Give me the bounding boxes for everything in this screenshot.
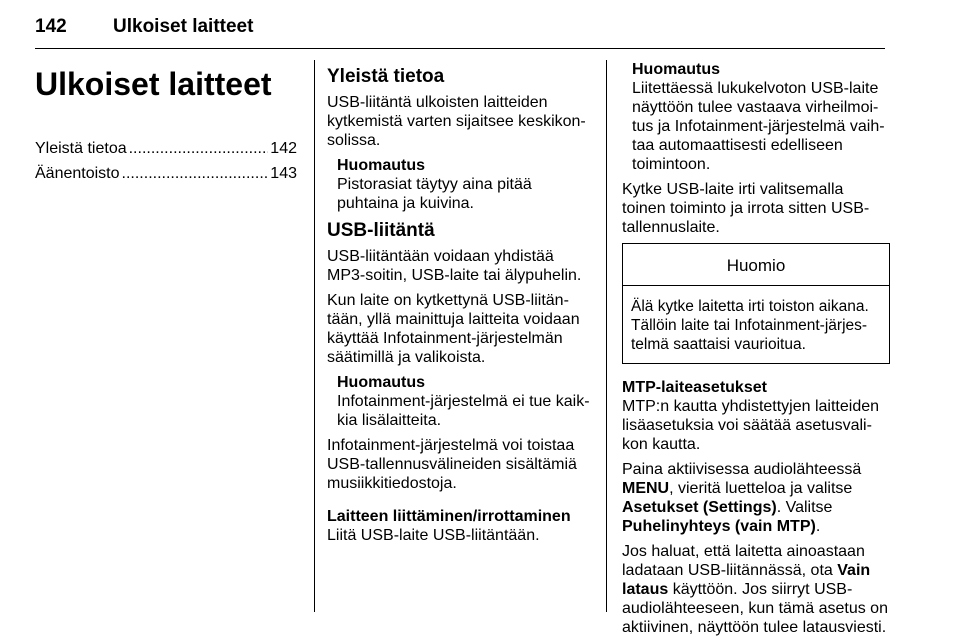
toc-leader — [129, 139, 269, 158]
page-header — [35, 0, 885, 49]
note-title: Huomautus — [632, 61, 720, 78]
note-box — [337, 373, 595, 430]
paragraph-charge: Jos haluat, että laitetta ainoastaan ladataan USB-liitännässä, ota Vain lataus käyttöön. Jos siirryt USB-audiolähteeseen, kun tämä asetus on aktiivinen, näyttöön tulee latausviesti. — [622, 543, 888, 636]
toc-page: 142 — [270, 140, 297, 157]
toc-entry[interactable] — [35, 164, 297, 183]
note-box — [337, 156, 595, 213]
toc-label: Yleistä tietoa — [35, 140, 127, 157]
warning-text: Älä kytke laitetta irti toiston aikana. Tällöin laite tai Infotainment-järjes-telmä saattaisi vaurioitua. — [631, 298, 869, 353]
heading-usb: USB-liitäntä — [327, 220, 435, 241]
heading-general: Yleistä tietoa — [327, 66, 445, 87]
note-text: Liitettäessä lukukelvoton USB-laite näyttöön tulee vastaava virheilmoi-tus ja Infotainment-järjestelmä vaih-taa automaattisesti edelliseen toimintoon. — [632, 80, 885, 173]
paragraph: MTP:n kautta yhdistettyjen laitteiden lisäasetuksia voi säätää asetusvali-kon kautta. — [622, 398, 880, 453]
paragraph: Kytke USB-laite irti valitsemalla toinen toiminto ja irrota sitten USB-tallennuslaite. — [622, 181, 870, 236]
toc-leader — [122, 164, 269, 183]
phone-connection-term: Puhelinyhteys (vain MTP) — [622, 518, 816, 535]
note-title: Huomautus — [337, 374, 425, 391]
note-box — [632, 60, 890, 174]
chapter-title: Ulkoiset laitteet — [113, 16, 254, 37]
column-divider — [314, 60, 315, 612]
toc-column — [35, 60, 297, 189]
content-column-right — [622, 60, 890, 643]
warning-title: Huomio — [623, 244, 889, 286]
toc-entry[interactable] — [35, 139, 297, 158]
paragraph: Liitä USB-laite USB-liitäntään. — [327, 527, 540, 544]
subheading-connect: Laitteen liittäminen/irrottaminen — [327, 508, 571, 525]
subheading-mtp: MTP-laiteasetukset — [622, 379, 767, 396]
content-column-middle — [327, 60, 595, 551]
paragraph: USB-liitäntä ulkoisten laitteiden kytkemistä varten sijaitsee keskikon-solissa. — [327, 94, 586, 149]
section-title: Ulkoiset laitteet — [35, 66, 272, 102]
warning-box — [622, 243, 890, 364]
note-title: Huomautus — [337, 157, 425, 174]
menu-term: MENU — [622, 480, 670, 497]
charge-only-term: Vain lataus — [622, 562, 871, 598]
paragraph: Kun laite on kytkettynä USB-liitän-tään, yllä mainittuja laitteita voidaan käyttää Infotainment-järjestelmän säätimillä ja valikoista. — [327, 292, 580, 366]
settings-term: Asetukset (Settings) — [622, 499, 777, 516]
paragraph: USB-liitäntään voidaan yhdistää MP3-soitin, USB-laite tai älypuhelin. — [327, 248, 582, 284]
note-text: Pistorasiat täytyy aina pitää puhtaina ja kuivina. — [337, 176, 532, 212]
toc-page: 143 — [270, 165, 297, 182]
paragraph-menu: Paina aktiivisessa audiolähteessä MENU, vieritä luetteloa ja valitse Asetukset (Settings). Valitse Puhelinyhteys (vain MTP). — [622, 461, 862, 535]
note-text: Infotainment-järjestelmä ei tue kaik-kia lisälaitteita. — [337, 393, 590, 429]
page-number: 142 — [35, 16, 67, 37]
column-divider — [606, 60, 607, 612]
toc-label: Äänentoisto — [35, 165, 120, 182]
paragraph: Infotainment-järjestelmä voi toistaa USB-tallennusvälineiden sisältämiä musiikkitiedostoja. — [327, 437, 577, 492]
